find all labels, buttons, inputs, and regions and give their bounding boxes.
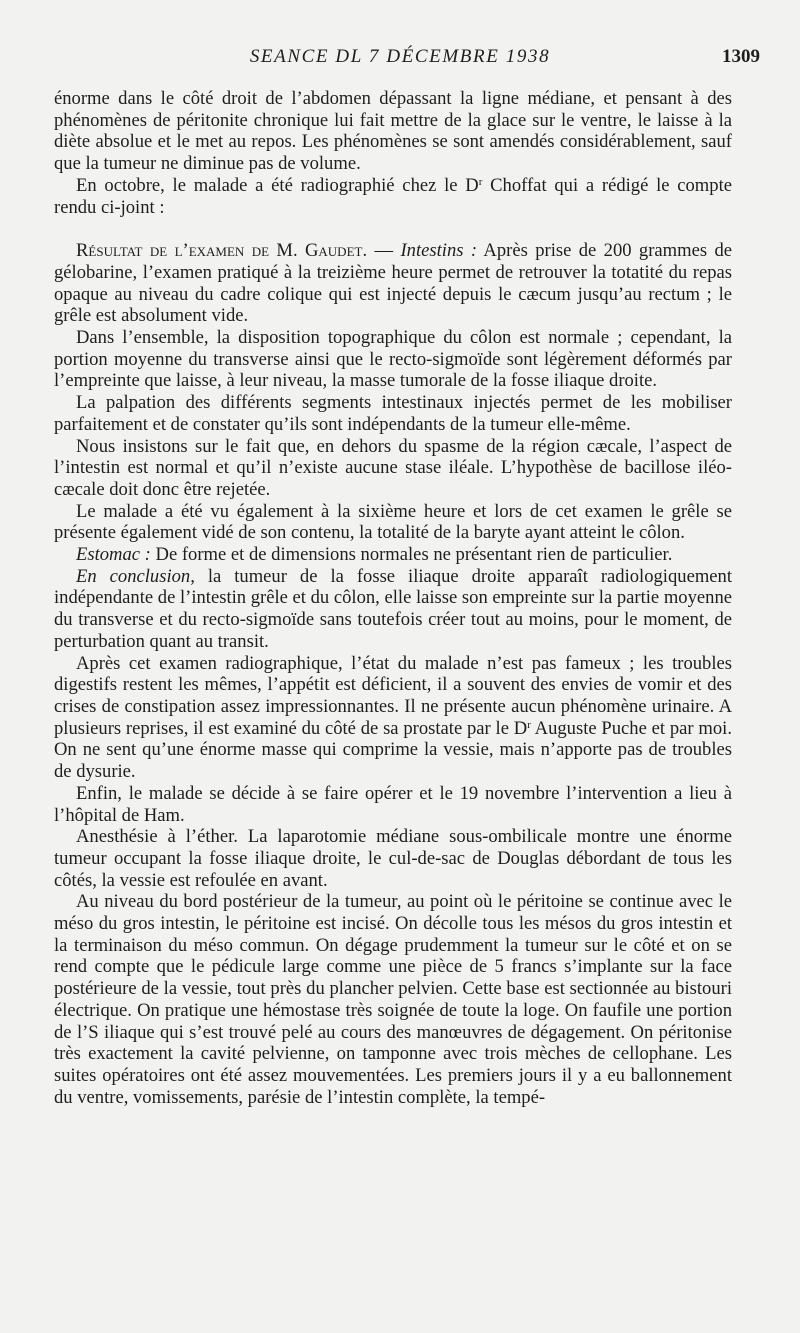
paragraph-12: Anesthésie à l’éther. La laparotomie médiane sous-ombilicale montre une énorme tumeur occupant la fosse iliaque droite, le cul-de-sac de Douglas débordant de tous les côtés, la vessie est refoulée en avant. xyxy=(54,826,732,891)
report-heading: Résultat de l’examen de M. Gaudet. xyxy=(76,240,368,262)
report-label-estomac: Estomac : xyxy=(76,544,151,566)
paragraph-4: Dans l’ensemble, la disposition topographique du côlon est normale ; cependant, la portion moyenne du transverse ainsi que le recto-sigmoïde sont légèrement déformés par l’empreinte que laisse, à leur niveau, la masse tumorale de la fosse iliaque droite. xyxy=(54,327,732,392)
paragraph-13: Au niveau du bord postérieur de la tumeur, au point où le péritoine se continue avec le méso du gros intestin, le péritoine est incisé. On décolle tous les mésos du gros intestin et la terminaison du méso commun. On dégage prudemment la tumeur sur le côté et on se rend compte que le pédicule large comme une pièce de 5 francs s’implante sur la face postérieure de la vessie, tout près du plancher pelvien. Cette base est sectionnée au bistouri électrique. On pratique une hémostase très soignée de toute la loge. On faufile une portion de l’S iliaque qui s’est trouvé pelé au cours des manœuvres de dégagement. On péritonise très exactement la cavité pelvienne, on tamponne avec trois mèches de cellophane. Les suites opératoires ont été assez mouvementées. Les premiers jours il y a eu ballonnement du ventre, vomissements, parésie de l’intestin complète, la tempé- xyxy=(54,891,732,1108)
paragraph-10: Après cet examen radiographique, l’état du malade n’est pas fameux ; les troubles digestifs restent les mêmes, l’appétit est déficient, il a souvent des envies de vomir et des crises de constipation assez impressionnantes. Il ne présente aucun phénomène urinaire. A plusieurs reprises, il est examiné du côté de sa prostate par le $D^r$ Auguste Puche et par moi. On ne sent qu’une énorme masse qui comprime la vessie, mais n’apporte pas de troubles de dysurie. xyxy=(54,652,732,783)
running-title: SEANCE DL 7 DÉCEMBRE 1938 xyxy=(249,46,551,67)
body-text xyxy=(54,88,732,1108)
paragraph-7: Le malade a été vu également à la sixième heure et lors de cet examen le grêle se présente également vidé de son contenu, la totalité de la baryte ayant atteint le côlon. xyxy=(54,500,732,544)
report-label-intestins: Intestins : xyxy=(400,240,478,262)
paragraph-radiology-report: Résultat de l’examen de M. Gaudet. — Intestins : Après prise de 200 grammes de gélobarine, l’examen pratiqué à la treizième heure permet de retrouver la totatité du repas opaque au niveau du cadre colique qui est injecté depuis le cæcum jusqu’au rectum ; le grêle est absolument vide. xyxy=(54,240,733,327)
paragraph-conclusion: En conclusion, la tumeur de la fosse iliaque droite apparaît radiologiquement indépendante de l’intestin grêle et du côlon, elle laisse son empreinte sur la partie moyenne du transverse et du recto-sigmoïde sans toutefois créer tout au moins, pour le moment, de perturbation quant au transit. xyxy=(54,565,732,652)
paragraph-1: énorme dans le côté droit de l’abdomen dépassant la ligne médiane, et pensant à des phénomènes de péritonite chronique lui fait mettre de la glace sur le ventre, le laisse à la diète absolue et le met au repos. Les phénomènes se sont amendés considérablement, sauf que la tumeur ne diminue pas de volume. xyxy=(54,88,732,175)
page-header xyxy=(0,44,800,70)
paragraph-estomac: Estomac : De forme et de dimensions normales ne présentant rien de particulier. xyxy=(76,544,673,566)
report-label-conclusion: En conclusion, xyxy=(76,565,195,587)
paragraph-5: La palpation des différents segments intestinaux injectés permet de les mobiliser parfaitement et de constater qu’ils sont indépendants de la tumeur elle-même. xyxy=(54,392,732,435)
paragraph-6: Nous insistons sur le fait que, en dehors du spasme de la région cæcale, l’aspect de l’intestin est normal et qu’il n’existe aucune stase iléale. L’hypothèse de bacillose iléo-cæcale doit donc être rejetée. xyxy=(54,435,732,500)
paragraph-11: Enfin, le malade se décide à se faire opérer et le 19 novembre l’intervention a lieu à l’hôpital de Ham. xyxy=(54,782,732,826)
paragraph-2: En octobre, le malade a été radiographié chez le $D^r$ Choffat qui a rédigé le compte rendu ci-joint : xyxy=(54,174,732,218)
page-number: 1309 xyxy=(722,46,760,67)
